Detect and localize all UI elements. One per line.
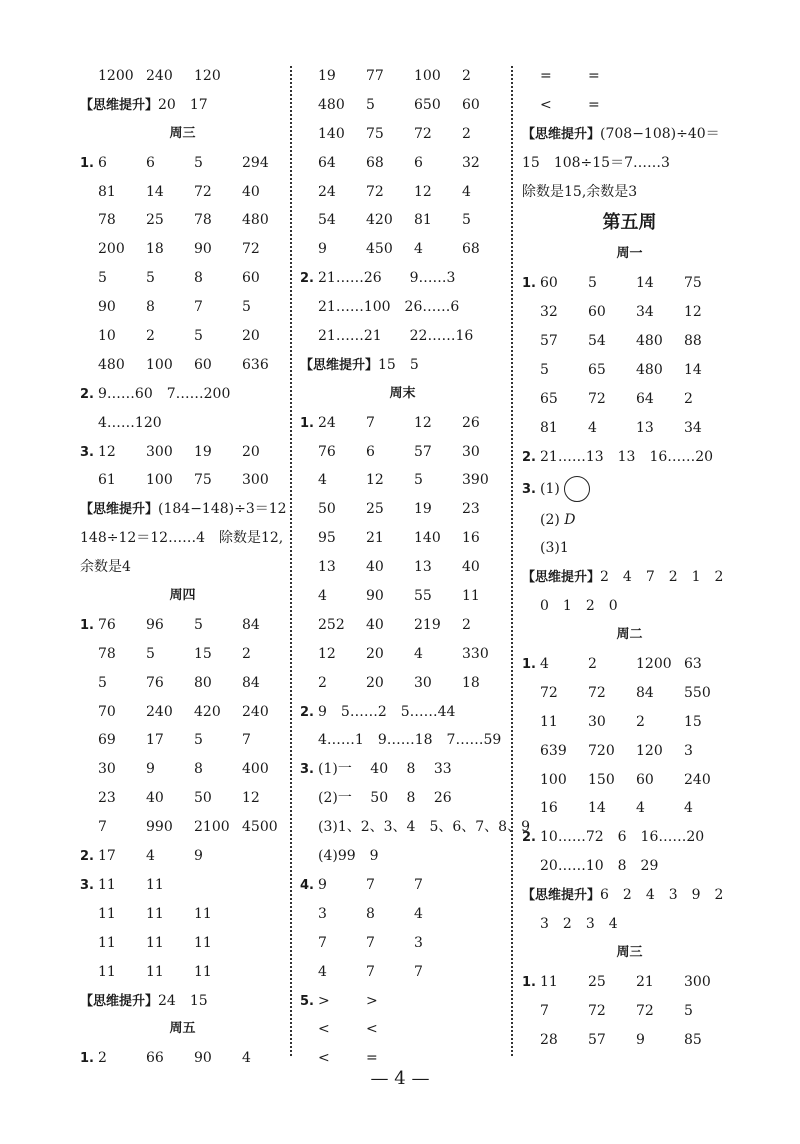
week-title: 第五周 bbox=[602, 212, 657, 234]
answer-row: 4. 9 7 7 bbox=[300, 876, 423, 893]
answer-row: (4)99 9 bbox=[318, 848, 379, 865]
answer-row: 480 5 650 60 bbox=[318, 96, 480, 113]
answer-row: 95 21 140 16 bbox=[318, 530, 480, 547]
answer-row: 7 990 2100 4500 bbox=[98, 819, 278, 836]
thinking-boost-line: 除数是15,余数是3 bbox=[522, 183, 638, 200]
answer-row: 1. 24 7 12 26 bbox=[300, 414, 480, 431]
answer-row: 64 68 6 32 bbox=[318, 154, 480, 171]
answer-row: < < bbox=[318, 1021, 378, 1038]
answer-row: 480 100 60 636 bbox=[98, 356, 269, 373]
answer-row: 54 420 81 5 bbox=[318, 212, 471, 229]
answer-row: 76 6 57 30 bbox=[318, 443, 480, 460]
answer-row: 70 240 420 240 bbox=[98, 703, 269, 720]
answer-row: 19 77 100 2 bbox=[318, 68, 471, 84]
answer-row: 100 150 60 240 bbox=[540, 771, 711, 788]
answer-row: 21……100 26……6 bbox=[318, 299, 460, 316]
answer-row: 3. (1) bbox=[522, 472, 737, 506]
answer-row: 1. 60 5 14 75 bbox=[522, 275, 702, 292]
thinking-boost: 【思维提升】20 17 bbox=[80, 96, 208, 113]
answer-row: 4 12 5 390 bbox=[318, 472, 489, 489]
answer-row: 2. 9 5……2 5……44 bbox=[300, 703, 456, 720]
answer-row: 50 25 19 23 bbox=[318, 501, 480, 518]
answer-row: 7 72 72 5 bbox=[540, 1002, 693, 1019]
answer-column-1 bbox=[80, 62, 285, 1073]
answer-row: 78 5 15 2 bbox=[98, 645, 251, 662]
thinking-boost: 【思维提升】24 15 bbox=[80, 992, 208, 1009]
section-heading: 周二 bbox=[616, 627, 643, 643]
answer-row: 23 40 50 12 bbox=[98, 790, 260, 807]
thinking-boost: 【思维提升】15 5 bbox=[300, 356, 419, 373]
answer-row: 20……10 8 29 bbox=[540, 858, 659, 875]
answer-row: 9 450 4 68 bbox=[318, 241, 480, 258]
answer-row: 16 14 4 4 bbox=[540, 800, 693, 817]
answer-row: 30 9 8 400 bbox=[98, 761, 269, 778]
answer-row: 3. 11 11 bbox=[80, 876, 164, 893]
answer-row: 252 40 219 2 bbox=[318, 616, 471, 633]
answer-row: 72 72 84 550 bbox=[540, 684, 711, 701]
thinking-boost: 【思维提升】(184−148)÷3＝12 bbox=[80, 501, 287, 518]
answer-row: (2)一 50 8 26 bbox=[318, 790, 452, 807]
answer-row: 12 20 4 330 bbox=[318, 645, 489, 662]
answer-row: 3 8 4 bbox=[318, 905, 423, 922]
answer-row: 5. > > bbox=[300, 992, 378, 1009]
thinking-boost-line: 余数是4 bbox=[80, 559, 131, 576]
answer-row: 11 11 11 bbox=[98, 905, 212, 922]
answer-row: 65 72 64 2 bbox=[540, 390, 693, 407]
answer-row: 1. 76 96 5 84 bbox=[80, 616, 260, 633]
answer-row: 11 11 11 bbox=[98, 963, 212, 980]
answer-row: 11 11 11 bbox=[98, 934, 212, 951]
answer-row: 90 8 7 5 bbox=[98, 299, 251, 316]
answer-row: 61 100 75 300 bbox=[98, 472, 269, 489]
answer-row: 2. 21……26 9……3 bbox=[300, 270, 456, 287]
answer-row: 140 75 72 2 bbox=[318, 125, 471, 142]
answer-row: 5 76 80 84 bbox=[98, 674, 260, 691]
answer-row: 5 65 480 14 bbox=[540, 362, 702, 379]
thinking-boost: 【思维提升】2 4 7 2 1 2 bbox=[522, 569, 724, 586]
answer-row: 4……1 9……18 7……59 bbox=[318, 732, 502, 749]
thinking-boost-line: 0 1 2 0 bbox=[540, 598, 618, 615]
answer-row: (2) D bbox=[540, 511, 576, 528]
answer-row: 57 54 480 88 bbox=[540, 333, 702, 350]
page-number: — 4 — bbox=[370, 1068, 430, 1089]
section-heading: 周三 bbox=[616, 944, 643, 960]
answer-row: (3)1 bbox=[540, 540, 569, 557]
answer-row: 32 60 34 12 bbox=[540, 304, 702, 321]
answer-row: 1. 6 6 5 294 bbox=[80, 154, 269, 171]
column-divider-1 bbox=[290, 66, 292, 1056]
answer-row: 7 7 3 bbox=[318, 934, 423, 951]
answer-row: 81 4 13 34 bbox=[540, 419, 702, 436]
answer-row: 4……120 bbox=[98, 414, 162, 431]
column-divider-2 bbox=[511, 66, 513, 1056]
section-heading: 周五 bbox=[169, 1021, 196, 1037]
answer-row: 2. 21……13 13 16……20 bbox=[522, 448, 714, 465]
answer-row: 2. 17 4 9 bbox=[80, 848, 203, 865]
answer-row: 10 2 5 20 bbox=[98, 328, 260, 345]
answer-row: < = bbox=[540, 96, 600, 113]
answer-row: 81 14 72 40 bbox=[98, 183, 260, 200]
answer-column-2 bbox=[300, 62, 530, 1073]
answer-row: 13 40 13 40 bbox=[318, 559, 480, 576]
thinking-boost: 【思维提升】(708−108)÷40＝ bbox=[522, 125, 720, 142]
answer-row: 200 18 90 72 bbox=[98, 241, 260, 258]
answer-row: 1. 4 2 1200 63 bbox=[522, 656, 702, 673]
answer-row: 3. (1)一 40 8 33 bbox=[300, 761, 452, 778]
answer-row: 69 17 5 7 bbox=[98, 732, 251, 749]
answer-row: 639 720 120 3 bbox=[540, 742, 693, 759]
answer-row: 11 30 2 15 bbox=[540, 713, 702, 730]
answer-row: 2. 9……60 7……200 bbox=[80, 385, 231, 402]
circle-shape-icon bbox=[564, 476, 590, 502]
answer-row: 21……21 22……16 bbox=[318, 328, 474, 345]
answer-row: 4 90 55 11 bbox=[318, 588, 480, 605]
answer-row: < = bbox=[318, 1050, 378, 1067]
section-heading: 周四 bbox=[169, 588, 196, 604]
section-heading: 周末 bbox=[389, 385, 416, 401]
answer-row: 1200 240 120 bbox=[98, 68, 221, 84]
answer-row: 3. 12 300 19 20 bbox=[80, 443, 260, 460]
answer-row: 1. 2 66 90 4 bbox=[80, 1050, 251, 1067]
section-heading: 周三 bbox=[169, 125, 196, 141]
answer-row: 1. 11 25 21 300 bbox=[522, 973, 711, 990]
answer-column-3 bbox=[522, 62, 737, 1055]
section-heading: 周一 bbox=[616, 246, 643, 262]
thinking-boost-line: 15 108÷15＝7……3 bbox=[522, 154, 670, 171]
answer-row: 2 20 30 18 bbox=[318, 674, 480, 691]
answer-row: 24 72 12 4 bbox=[318, 183, 471, 200]
answer-row: 28 57 9 85 bbox=[540, 1031, 702, 1048]
answer-row: (3)1、2、3、4 5、6、7、8、9 bbox=[318, 819, 530, 836]
thinking-boost: 【思维提升】6 2 4 3 9 2 bbox=[522, 887, 724, 904]
thinking-boost-line: 148÷12＝12……4 除数是12, bbox=[80, 530, 284, 547]
thinking-boost-line: 3 2 3 4 bbox=[540, 916, 618, 933]
answer-row: 4 7 7 bbox=[318, 963, 423, 980]
answer-row: = = bbox=[540, 68, 600, 84]
answer-row: 5 5 8 60 bbox=[98, 270, 260, 287]
answer-row: 2. 10……72 6 16……20 bbox=[522, 829, 705, 846]
answer-row: 78 25 78 480 bbox=[98, 212, 269, 229]
